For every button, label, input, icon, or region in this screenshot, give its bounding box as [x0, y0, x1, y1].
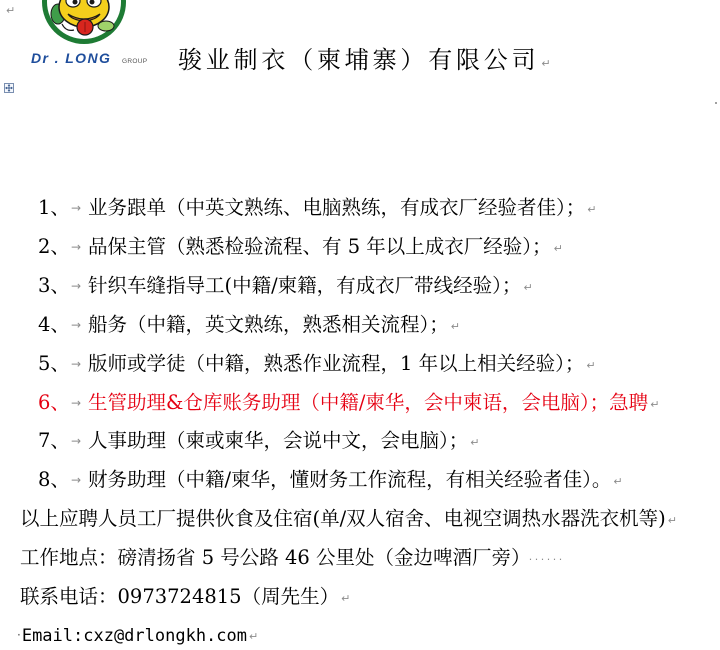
tab-mark: → — [71, 279, 82, 293]
logo-brand-text: Dr . LONG — [31, 50, 112, 66]
benefits-line — [20, 506, 718, 532]
paragraph-mark: ↵ — [341, 592, 351, 605]
list-item-text: 针织车缝指导工(中籍/柬籍，有成衣厂带线经验）； — [88, 274, 522, 297]
list-item — [38, 195, 718, 221]
list-item-urgent — [38, 390, 718, 416]
list-item — [38, 234, 718, 260]
list-item-text: 生管助理&仓库账务助理（中籍/柬华，会中柬语，会电脑）；急聘 — [88, 391, 649, 414]
tab-mark: → — [71, 357, 82, 371]
phone-text: 联系电话：0973724815（周先生） — [20, 585, 340, 608]
paragraph-mark: ↵ — [613, 475, 623, 488]
company-title — [178, 45, 551, 75]
paragraph-mark: ↵ — [650, 398, 660, 411]
list-number: 1、 — [38, 196, 70, 219]
tab-mark: → — [71, 396, 82, 410]
list-number: 4、 — [38, 313, 70, 336]
list-number: 5、 — [38, 352, 70, 375]
paragraph-mark: ↵ — [523, 281, 533, 294]
paragraph-mark: ↵ — [249, 630, 259, 643]
list-item — [38, 312, 718, 338]
benefits-text: 以上应聘人员工厂提供伙食及住宿(单/双人宿舍、电视空调热水器洗衣机等) — [20, 507, 666, 530]
list-item-text: 业务跟单（中英文熟练、电脑熟练，有成衣厂经验者佳）； — [88, 196, 586, 219]
format-dot: · — [17, 628, 21, 642]
list-number: 6、 — [38, 391, 70, 414]
text-boundary-marker — [715, 102, 717, 104]
list-item-text: 船务（中籍，英文熟练，熟悉相关流程）； — [88, 313, 449, 336]
paragraph-mark: ↵ — [470, 436, 480, 449]
paragraph-mark: ↵ — [450, 320, 460, 333]
tab-mark: → — [71, 240, 82, 254]
list-item — [38, 467, 718, 493]
list-number: 3、 — [38, 274, 70, 297]
paragraph-mark: ↵ — [587, 203, 597, 216]
table-move-handle[interactable] — [4, 83, 14, 93]
tab-mark: → — [71, 318, 82, 332]
title-text: 骏业制衣（柬埔寨）有限公司 — [178, 46, 540, 74]
list-item-text: 人事助理（柬或柬华，会说中文，会电脑）； — [88, 429, 469, 452]
list-item-text: 版师或学徒（中籍，熟悉作业流程，1 年以上相关经验）； — [88, 352, 585, 375]
paragraph-mark: ↵ — [586, 359, 596, 372]
email-line — [17, 622, 717, 648]
list-item — [38, 273, 718, 299]
paragraph-mark: ↵ — [541, 57, 551, 70]
paragraph-mark: ↵ — [667, 514, 678, 527]
tab-mark: → — [71, 434, 82, 448]
list-number: 7、 — [38, 429, 70, 452]
list-number: 2、 — [38, 235, 70, 258]
list-number: 8、 — [38, 468, 70, 491]
paragraph-mark: ↵ — [6, 4, 16, 17]
email-text: Email:cxz@drlongkh.com — [21, 626, 247, 646]
list-item-text: 财务助理（中籍/柬华，懂财务工作流程，有相关经验者佳）。 — [88, 468, 612, 491]
paragraph-mark: ↵ — [553, 242, 563, 255]
move-arrows-icon — [5, 84, 13, 92]
location-line — [20, 545, 718, 571]
space-marks: ······ — [528, 553, 565, 566]
list-item — [38, 428, 718, 454]
list-item — [38, 351, 718, 377]
logo-group-text: GROUP — [122, 58, 148, 65]
dr-long-logo-icon — [38, 0, 130, 48]
tab-mark: → — [71, 201, 82, 215]
tab-mark: → — [71, 473, 82, 487]
phone-line — [20, 584, 718, 610]
list-item-text: 品保主管（熟悉检验流程、有 5 年以上成衣厂经验）； — [88, 235, 552, 258]
location-text: 工作地点：磅清扬省 5 号公路 46 公里处（金边啤酒厂旁） — [20, 546, 521, 569]
